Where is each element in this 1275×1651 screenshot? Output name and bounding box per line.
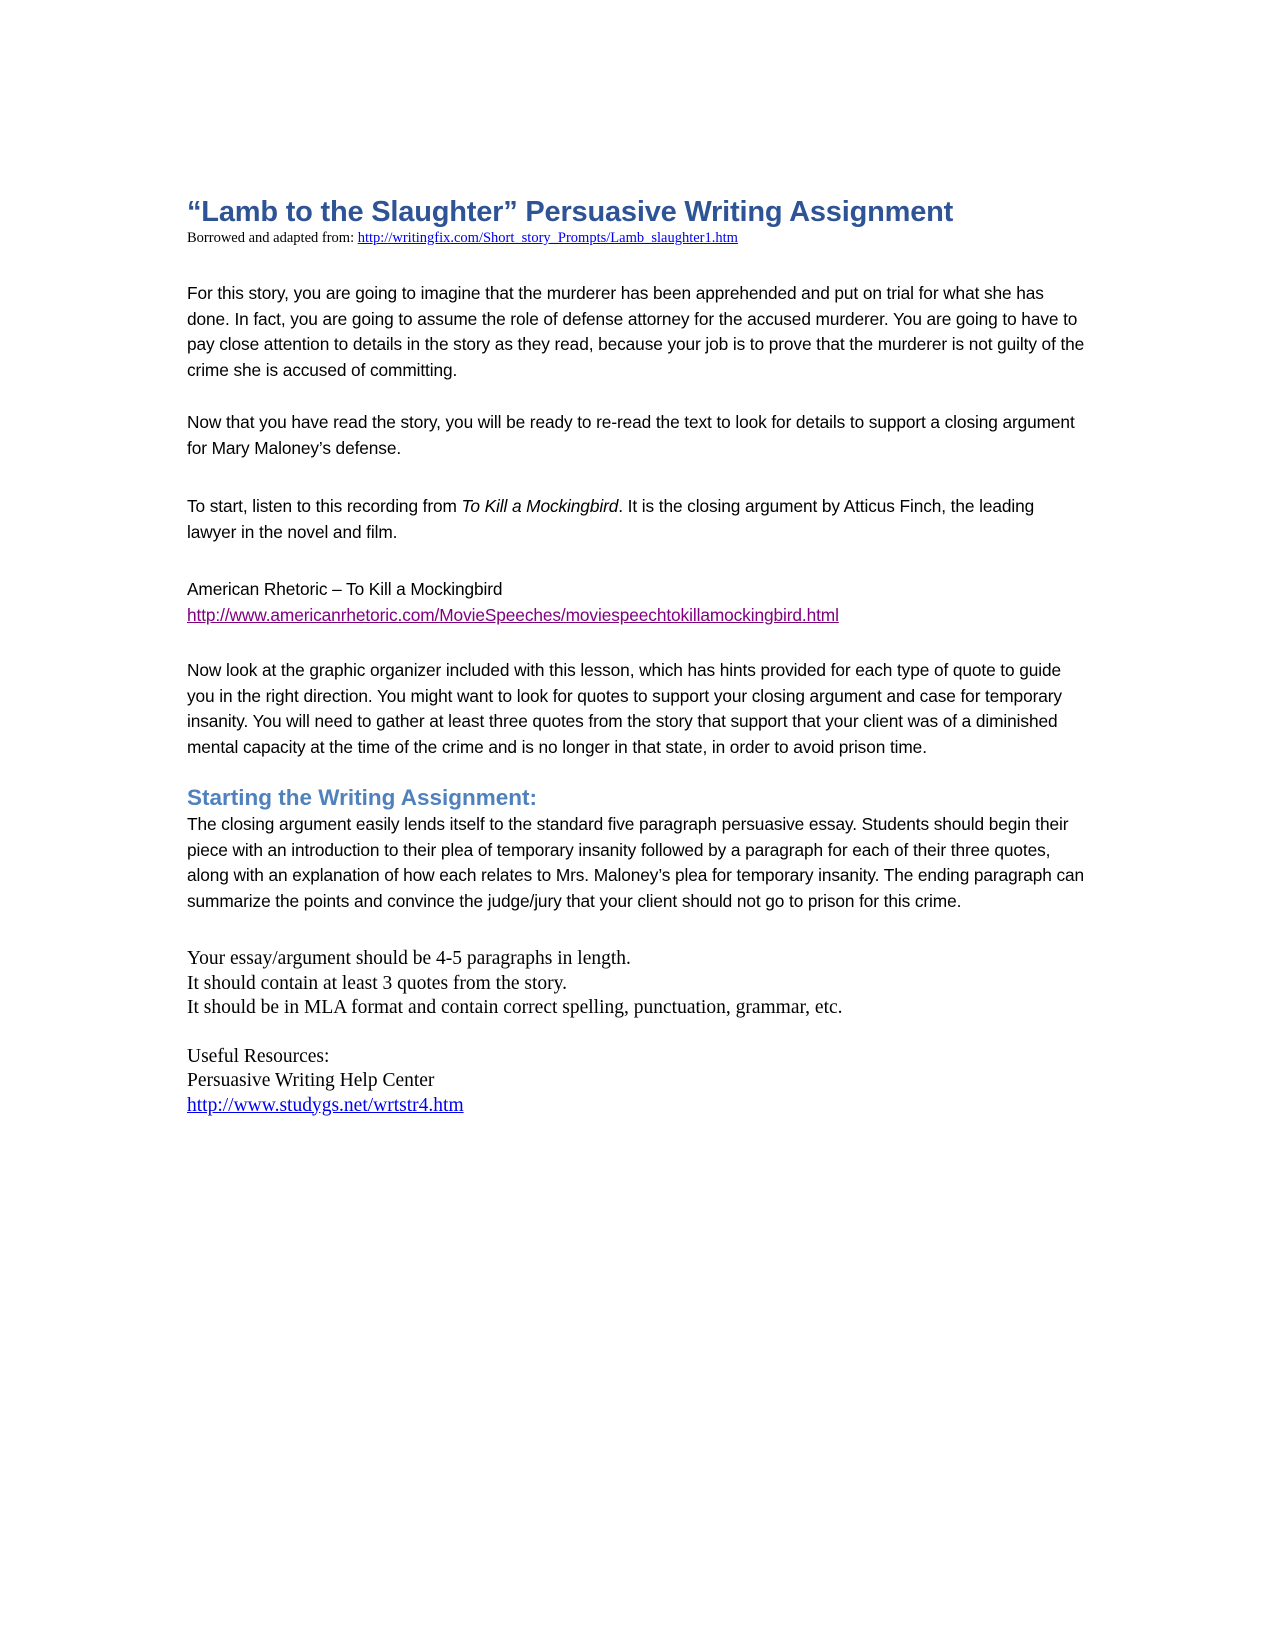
reread-paragraph: Now that you have read the story, you will be ready to re-read the text to look for details to support a closing argument for Mary Maloney’s defense. — [187, 412, 1075, 458]
source-line — [187, 229, 1087, 247]
resource-name: Persuasive Writing Help Center — [187, 1070, 435, 1091]
requirements-list — [187, 947, 1087, 1021]
listen-text-after: . It is the closing argument by Atticus Finch, the leading lawyer in the novel and film. — [187, 496, 1035, 542]
listen-text-before: To start, listen to this recording from — [187, 496, 462, 516]
book-title: To Kill a Mockingbird — [461, 496, 619, 516]
recording-line — [187, 603, 1087, 629]
resource-line — [187, 1094, 1087, 1119]
source-label: Borrowed and adapted from: — [187, 230, 358, 246]
document-page — [187, 195, 1087, 1118]
recording-label: American Rhetoric – To Kill a Mockingbird — [187, 579, 503, 599]
requirement-item: It should be in MLA format and contain correct spelling, punctuation, grammar, etc. — [187, 997, 843, 1018]
resources-block — [187, 1045, 1087, 1119]
requirement-item: Your essay/argument should be 4-5 paragraphs in length. — [187, 948, 631, 969]
page-title: “Lamb to the Slaughter” Persuasive Writing Assignment — [187, 196, 954, 228]
resources-label: Useful Resources: — [187, 1045, 330, 1067]
listen-paragraph — [187, 494, 1087, 545]
resource-link[interactable]: http://www.studygs.net/wrtstr4.htm — [187, 1094, 464, 1116]
requirement-item: It should contain at least 3 quotes from the story. — [187, 972, 567, 994]
recording-link[interactable]: http://www.americanrhetoric.com/MovieSpeeches/moviespeechtokillamockingbird.html — [187, 604, 839, 625]
intro-paragraph: For this story, you are going to imagine that the murderer has been apprehended and put on trial for what she has done. In fact, you are going to assume the role of defense attorney for the accused murderer. You are going to have to pay close attention to details in the story as they read, because your job is to prove that the murderer is not guilty of the crime she is accused of committing. — [187, 283, 1085, 380]
section-heading: Starting the Writing Assignment: — [187, 785, 538, 810]
organizer-paragraph: Now look at the graphic organizer included with this lesson, which has hints provided for each type of quote to guide you in the right direction. You might want to look for quotes to support your closing argument and case for temporary insanity. You will need to gather at least three quotes from the story that support that your client was of a diminished mental capacity at the time of the crime and is no longer in that state, in order to avoid prison time. — [187, 660, 1062, 757]
section-body: The closing argument easily lends itself to the standard five paragraph persuasive essay. Students should begin their piece with an introduction to their plea of temporary insanity followed by a paragraph for each of their three quotes, along with an explanation of how each relates to Mrs. Maloney’s plea for temporary insanity. The ending paragraph can summarize the points and convince the judge/jury that your client should not go to prison for this crime. — [187, 814, 1085, 911]
source-link[interactable]: http://writingfix.com/Short_story_Prompts/Lamb_slaughter1.htm — [357, 230, 738, 246]
